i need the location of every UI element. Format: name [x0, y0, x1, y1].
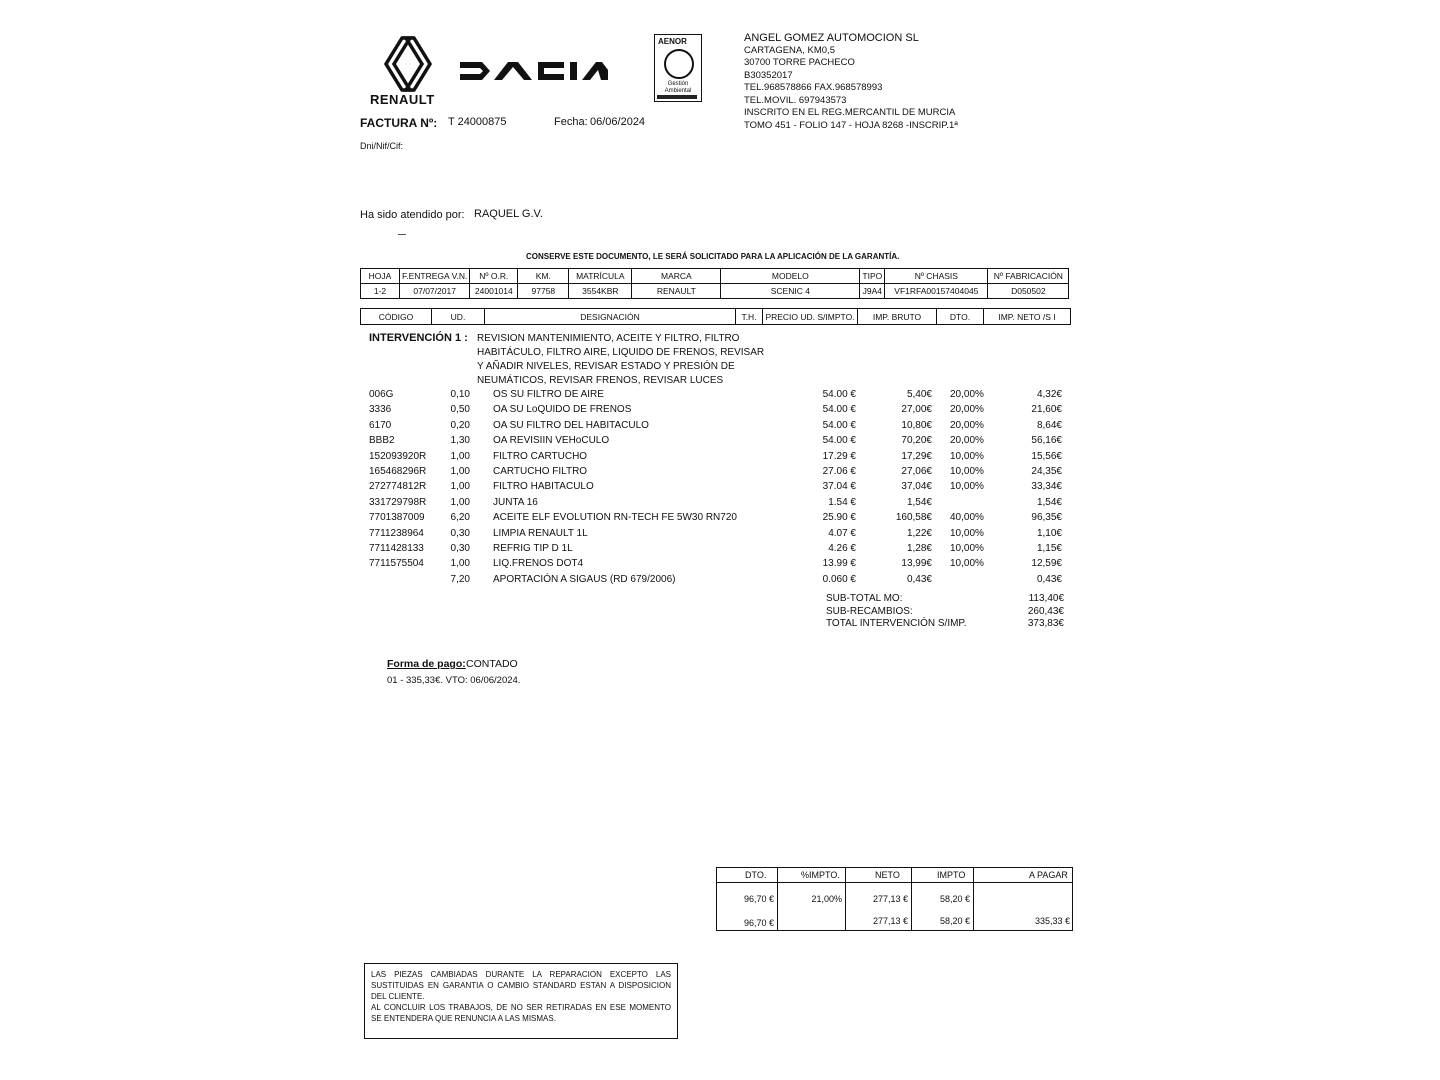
line-units: 0,50: [450, 404, 470, 416]
vehicle-table: [360, 268, 1069, 299]
aenor-certification-badge: [654, 34, 702, 102]
line-units: 1,30: [450, 435, 470, 447]
invoice-number: T 24000875: [448, 116, 507, 128]
vehicle-value-cell: 3554KBR: [569, 284, 632, 299]
subtotal-values: [1000, 593, 1064, 631]
line-gross: 27,00€: [901, 404, 932, 416]
line-gross: 1,54€: [906, 496, 932, 508]
totals-neto-sum: 277,13 €: [872, 916, 908, 926]
vehicle-value-cell: RENAULT: [632, 284, 721, 299]
line-unit-price: 25.90 €: [822, 512, 856, 524]
line-code: 7711575504: [369, 558, 424, 570]
totals-divider: [717, 882, 1072, 883]
line-gross: 27,06€: [901, 466, 932, 477]
line-units: 1,00: [450, 481, 470, 493]
lines-header-cell: T.H.: [736, 309, 763, 325]
line-units: 0,30: [450, 527, 470, 539]
line-unit-price: 4.07 €: [828, 527, 856, 539]
line-units: 1,00: [450, 466, 470, 477]
line-gross: 10,80€: [901, 419, 932, 431]
line-net: 24,35€: [1031, 466, 1062, 477]
parts-notice-text: LAS PIEZAS CAMBIADAS DURANTE LA REPARACION EXCEPTO LAS SUSTITUIDAS EN GARANTIA O CAMBIO STANDARD ESTAN A DISPOSICION DEL CLIENTE.: [371, 970, 671, 1001]
vehicle-value-cell: 07/07/2017: [400, 284, 470, 299]
line-description: FILTRO CARTUCHO: [493, 450, 588, 462]
line-units: 1,00: [450, 558, 470, 570]
line-discount: 20,00%: [950, 404, 984, 416]
vehicle-table-header: [361, 269, 1069, 284]
aenor-iso-bar: [657, 95, 697, 99]
company-city: 30700 TORRE PACHECO: [744, 57, 855, 68]
line-unit-price: 4.26 €: [828, 543, 856, 554]
line-units: 0,30: [450, 543, 470, 554]
lines-header-cell: UD.: [432, 309, 485, 325]
line-description: APORTACIÓN A SIGAUS (RD 679/2006): [493, 573, 676, 585]
line-units: 6,20: [450, 512, 470, 524]
vehicle-value-cell: VF1RFA00157404045: [885, 284, 988, 299]
line-discount: 20,00%: [950, 435, 984, 447]
subtotal-recambios: 260,43€: [1027, 605, 1064, 617]
scan-mark: [398, 234, 406, 235]
line-net: 0,43€: [1036, 573, 1062, 585]
line-description: JUNTA 16: [493, 496, 538, 508]
line-unit-price: 17.29 €: [822, 450, 856, 462]
line-code: 7701387009: [369, 512, 425, 524]
line-net: 4,32€: [1036, 389, 1062, 400]
line-discount: 10,00%: [950, 481, 984, 493]
line-discount: 10,00%: [950, 466, 984, 477]
line-gross: 0,43€: [906, 573, 932, 585]
line-description: OA SU LoQUIDO DE FRENOS: [493, 404, 632, 416]
totals-col-divider: [973, 868, 974, 930]
nif-label: Dni/Nif/Cif:: [360, 141, 404, 151]
line-code: 006G: [369, 389, 394, 400]
line-code: 152093920R: [369, 450, 427, 462]
lines-header-cell: IMP. NETO /S I: [984, 309, 1071, 325]
intervention-description: [477, 332, 767, 388]
line-description: OA REVISIIN VEHoCULO: [493, 435, 610, 447]
payment-due: 01 - 335,33€. VTO: 06/06/2024.: [387, 675, 521, 686]
invoice-number-label: FACTURA Nº:: [360, 116, 438, 130]
totals-col-divider: [777, 868, 778, 930]
vehicle-header-cell: MODELO: [721, 269, 860, 284]
line-unit-price: 54.00 €: [822, 419, 856, 431]
totals-header-a-pagar: A PAGAR: [1029, 870, 1068, 880]
intervention-desc-line: NEUMÁTICOS, REVISAR FRENOS, REVISAR LUCES: [477, 375, 724, 386]
vehicle-value-cell: 97758: [518, 284, 569, 299]
line-net: 33,34€: [1031, 481, 1062, 493]
line-discount: 20,00%: [950, 389, 984, 400]
total-intervention: 373,83€: [1027, 618, 1064, 629]
line-description: OS SU FILTRO DE AIRE: [493, 389, 604, 400]
company-name: ANGEL GOMEZ AUTOMOCION SL: [744, 32, 919, 44]
totals-header-neto: NETO: [875, 870, 900, 880]
intervention-desc-line: REVISION MANTENIMIENTO, ACEITE Y FILTRO, FILTRO: [477, 333, 740, 344]
line-description: ACEITE ELF EVOLUTION RN-TECH FE 5W30 RN720: [493, 512, 737, 524]
payment-method-label: Forma de pago:: [387, 658, 466, 670]
line-code: 331729798R: [369, 496, 427, 508]
line-net: 21,60€: [1031, 404, 1062, 416]
totals-col-divider: [845, 868, 846, 930]
line-net: 15,56€: [1031, 450, 1062, 462]
table-row: [0, 528, 1440, 543]
line-gross: 37,04€: [901, 481, 932, 493]
aenor-sublabel: Gestión Ambiental: [664, 81, 692, 94]
totals-a-pagar: 335,33 €: [1034, 916, 1070, 926]
parts-notice-text: AL CONCLUIR LOS TRABAJOS, DE NO SER RETIRADAS EN ESE MOMENTO SE ENTENDERA QUE RENUNCIA A LAS MISMAS.: [371, 1003, 671, 1023]
line-unit-price: 0.060 €: [822, 573, 856, 585]
line-discount: 10,00%: [950, 450, 984, 462]
line-description: LIQ.FRENOS DOT4: [493, 558, 584, 570]
dacia-logo: [460, 62, 608, 80]
line-discount: 10,00%: [950, 543, 984, 554]
totals-impto-sum: 58,20 €: [939, 916, 970, 926]
line-code: 272774812R: [369, 481, 427, 493]
line-discount: 10,00%: [950, 558, 984, 570]
line-code: 7711428133: [369, 543, 424, 554]
lines-header-table: [360, 308, 1071, 325]
table-row: [0, 404, 1440, 419]
line-description: FILTRO HABITACULO: [493, 481, 594, 493]
line-gross: 1,22€: [906, 527, 932, 539]
totals-header-impto: IMPTO: [937, 870, 966, 880]
table-row: [0, 435, 1440, 450]
line-gross: 5,40€: [906, 389, 932, 400]
totals-dto: 96,70 €: [743, 894, 774, 904]
line-net: 1,54€: [1036, 496, 1062, 508]
line-discount: 40,00%: [950, 512, 984, 524]
renault-wordmark: RENAULT: [370, 92, 435, 107]
line-net: 1,10€: [1036, 527, 1062, 539]
renault-logo: [382, 36, 434, 92]
totals-col-divider: [911, 868, 912, 930]
parts-notice-box: [364, 963, 678, 1039]
company-cif: B30352017: [744, 69, 793, 81]
vehicle-header-cell: Nº CHASIS: [885, 269, 988, 284]
line-description: OA SU FILTRO DEL HABITACULO: [493, 419, 649, 431]
total-intervention-label: TOTAL INTERVENCIÓN S/IMP.: [826, 618, 967, 629]
vehicle-table-row: [361, 284, 1069, 299]
vehicle-header-cell: F.ENTREGA V.N.: [400, 269, 470, 284]
totals-dto-sum: 96,70 €: [743, 918, 774, 928]
warranty-notice: CONSERVE ESTE DOCUMENTO, LE SERÁ SOLICITADO PARA LA APLICACIÓN DE LA GARANTÍA.: [526, 252, 900, 261]
vehicle-value-cell: SCENIC 4: [721, 284, 860, 299]
line-gross: 1,28€: [906, 543, 932, 554]
vehicle-header-cell: Nº FABRICACIÓN: [988, 269, 1069, 284]
table-row: [0, 466, 1440, 481]
table-row: [0, 543, 1440, 558]
subtotal-recambios-label: SUB-RECAMBIOS:: [826, 605, 913, 617]
company-registry-2: TOMO 451 - FOLIO 147 - HOJA 8268 -INSCRIP.1ª: [744, 119, 958, 131]
line-units: 0,20: [450, 419, 470, 431]
intervention-desc-line: Y AÑADIR NIVELES, REVISAR ESTADO Y PRESIÓN DE: [477, 361, 735, 372]
vehicle-header-cell: MARCA: [632, 269, 721, 284]
line-unit-price: 27.06 €: [822, 466, 856, 477]
company-info: [744, 32, 958, 132]
vehicle-value-cell: D050502: [988, 284, 1069, 299]
line-unit-price: 13.99 €: [822, 558, 856, 570]
line-net: 1,15€: [1036, 543, 1062, 554]
line-unit-price: 54.00 €: [822, 435, 856, 447]
lines-header-cell: PRECIO UD. S/IMPTO.: [763, 309, 858, 325]
intervention-desc-line: HABITÁCULO, FILTRO AIRE, LIQUIDO DE FRENOS, REVISAR: [477, 347, 765, 358]
company-phones: TEL.968578866 FAX.968578993: [744, 82, 883, 93]
invoice-date: 06/06/2024: [590, 116, 646, 128]
vehicle-header-cell: MATRÍCULA: [569, 269, 632, 284]
line-unit-price: 1.54 €: [828, 496, 856, 508]
attended-by: RAQUEL G.V.: [474, 208, 543, 220]
line-unit-price: 37.04 €: [822, 481, 856, 493]
line-code: BBB2: [369, 435, 395, 447]
totals-header-dto: DTO.: [745, 870, 767, 880]
totals-impto: 58,20 €: [939, 894, 970, 904]
company-address: CARTAGENA, KM0,5: [744, 44, 835, 56]
vehicle-value-cell: J9A4: [860, 284, 885, 299]
table-row: [0, 497, 1440, 512]
table-row: [0, 451, 1440, 466]
line-code: 165468296R: [369, 466, 427, 477]
lines-header-cell: DTO.: [937, 309, 984, 325]
line-code: 3336: [369, 404, 392, 416]
line-units: 0,10: [450, 389, 470, 400]
aenor-label: AENOR: [658, 37, 687, 46]
line-gross: 13,99€: [901, 558, 932, 570]
line-discount: 10,00%: [950, 527, 984, 539]
lines-header-cell: DESIGNACIÓN: [485, 309, 736, 325]
table-row: [0, 512, 1440, 527]
line-description: REFRIG TIP D 1L: [493, 543, 573, 554]
line-gross: 17,29€: [901, 450, 932, 462]
line-code: 6170: [369, 419, 392, 431]
line-description: CARTUCHO FILTRO: [493, 466, 588, 477]
subtotal-labels: [826, 593, 967, 631]
line-net: 8,64€: [1036, 419, 1062, 431]
table-row: [0, 558, 1440, 573]
totals-neto: 277,13 €: [872, 894, 908, 904]
company-mobile: TEL.MOVIL. 697943573: [744, 94, 847, 106]
line-net: 96,35€: [1031, 512, 1062, 524]
vehicle-value-cell: 24001014: [470, 284, 518, 299]
vehicle-value-cell: 1-2: [361, 284, 400, 299]
line-units: 7,20: [450, 573, 470, 585]
lines-header-cell: IMP. BRUTO: [858, 309, 937, 325]
line-net: 12,59€: [1031, 558, 1062, 570]
line-code: 7711238964: [369, 527, 424, 539]
vehicle-header-cell: KM.: [518, 269, 569, 284]
lines-header-cell: CÓDIGO: [361, 309, 432, 325]
line-discount: 20,00%: [950, 419, 984, 431]
line-net: 56,16€: [1031, 435, 1062, 447]
vehicle-header-cell: Nº O.R.: [470, 269, 518, 284]
line-unit-price: 54.00 €: [822, 404, 856, 416]
table-row: [0, 574, 1440, 589]
line-units: 1,00: [450, 496, 470, 508]
payment-method: CONTADO: [466, 658, 518, 670]
totals-impto-pct: 21,00%: [811, 894, 842, 904]
vehicle-header-cell: HOJA: [361, 269, 400, 284]
intervention-label: INTERVENCIÓN 1 :: [369, 332, 468, 344]
line-units: 1,00: [450, 450, 470, 462]
line-gross: 160,58€: [895, 512, 932, 524]
totals-header-impto-pct: %IMPTO.: [801, 870, 840, 880]
table-row: [0, 481, 1440, 496]
aenor-emblem-icon: [664, 49, 694, 79]
subtotal-mo: 113,40€: [1028, 593, 1064, 604]
line-description: LIMPIA RENAULT 1L: [493, 527, 588, 539]
attended-by-label: Ha sido atendido por:: [360, 209, 465, 221]
company-registry-1: INSCRITO EN EL REG.MERCANTIL DE MURCIA: [744, 107, 956, 118]
vehicle-header-cell: TIPO: [860, 269, 885, 284]
table-row: [0, 389, 1440, 404]
invoice-date-label: Fecha:: [554, 116, 588, 128]
subtotal-mo-label: SUB-TOTAL MO:: [826, 593, 903, 604]
table-row: [0, 420, 1440, 435]
line-unit-price: 54.00 €: [822, 389, 856, 400]
totals-table: [716, 867, 1073, 931]
line-gross: 70,20€: [901, 435, 932, 447]
